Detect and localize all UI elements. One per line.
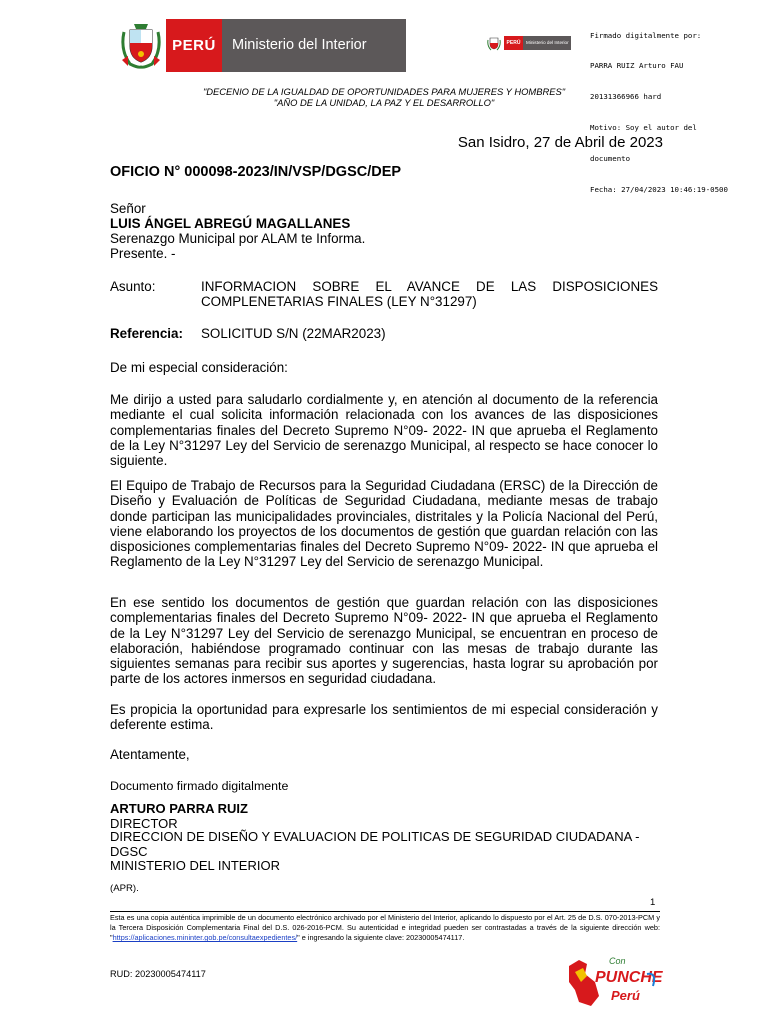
signer-ministry: MINISTERIO DEL INTERIOR — [110, 858, 280, 873]
signer-title: DIRECTOR — [110, 816, 178, 831]
greeting: De mi especial consideración: — [110, 360, 288, 375]
oficio-number: OFICIO N° 000098-2023/IN/VSP/DGSC/DEP — [110, 164, 402, 180]
peru-brand-label: PERÚ — [166, 19, 222, 72]
asunto-label: Asunto: — [110, 279, 156, 294]
rud-code: RUD: 20230005474117 — [110, 969, 206, 979]
recipient-organization: Serenazgo Municipal por ALAM te Informa. — [110, 231, 366, 246]
campaign-logo-word: Con — [609, 956, 626, 966]
footer-legal-after-link: " e ingresando la siguiente clave: 20230005474117. — [297, 933, 465, 943]
signature-line: Motivo: Soy el autor del — [590, 123, 697, 133]
small-ministry-label: Ministerio del Interior — [523, 36, 571, 50]
body-paragraph: Es propicia la oportunidad para expresarle los sentimientos de mi especial consideración y deferente estima. — [110, 702, 658, 733]
page-number: 1 — [650, 897, 656, 908]
campaign-logo-word: PUNCHE — [595, 969, 663, 986]
asunto-text: INFORMACION SOBRE EL AVANCE DE LAS DISPOSICIONES COMPLENETARIAS FINALES (LEY N°31297) — [201, 279, 658, 310]
con-punche-peru-logo — [565, 952, 665, 1010]
presente-line: Presente. - — [110, 246, 176, 261]
closing: Atentamente, — [110, 747, 190, 762]
ministry-brand-label: Ministerio del Interior — [222, 19, 406, 72]
signed-note: Documento firmado digitalmente — [110, 779, 289, 793]
body-paragraph: En ese sentido los documentos de gestión que guardan relación con las disposiciones complementarias finales del Decreto Supremo N°09- 2022- IN que aprueba el Reglamento de la Ley N°31297 Ley del Servicio de serenazgo Municipal, se encuentran en proceso de elaboración, habiéndose programado continuar con las mesas de trabajo durante las siguientes semanas para recibir sus aportes y sugerencias, hasta lograr su aprobación por parte de los actores inmersos en seguridad ciudadana. — [110, 595, 658, 687]
referencia-text: SOLICITUD S/N (22MAR2023) — [201, 326, 386, 341]
signature-line: Firmado digitalmente por: — [590, 30, 702, 40]
signature-line: PARRA RUIZ Arturo FAU — [590, 61, 684, 71]
body-paragraph: El Equipo de Trabajo de Recursos para la Seguridad Ciudadana (ERSC) de la Dirección de Diseño y Evaluación de Políticas de Seguridad Ciudadana, mediante mesas de trabajo donde participan las municipalidades provinciales, distritales y la Policía Nacional del Perú, viene elaborando los proyectos de los documentos de gestión que guardan relación con las disposiciones complementarias finales del Decreto Supremo N°09- 2022- IN que aprueba el Reglamento de la Ley N°31297 Ley del Servicio de serenazgo Municipal. — [110, 478, 658, 570]
decenio-slogan: "DECENIO DE LA IGUALDAD DE OPORTUNIDADES PARA MUJERES Y HOMBRES" — [202, 86, 566, 97]
recipient-name: LUIS ÁNGEL ABREGÚ MAGALLANES — [110, 216, 351, 231]
salutation-title: Señor — [110, 201, 146, 216]
campaign-logo-word: Perú — [611, 988, 640, 1003]
body-paragraph: Me dirijo a usted para saludarlo cordialmente y, en atención al documento de la referencia mediante el cual solicita información relacionada con los avances de las disposiciones complementarias finales del Decreto Supremo N°09- 2022- IN que aprueba el Reglamento de la Ley N°31297 Ley del Servicio de serenazgo Municipal, al respecto se hace conocer lo siguiente. — [110, 392, 658, 469]
footer-legal-before-link: Esta es una copia auténtica imprimible de un documento electrónico archivado por el Ministerio del Interior, aplicando lo dispuesto por el Art. 25 de D.S. 070-2013-PCM y la Tercera Disposición Complementaria Final del D.S. 026-2016-PCM. Su autenticidad e integridad pueden ser contrastadas a través de la siguiente dirección web: " — [110, 913, 660, 943]
small-coat-of-arms-icon — [487, 35, 501, 51]
signature-line: 20131366966 hard — [590, 92, 662, 102]
initials: (APR). — [110, 883, 139, 894]
signer-name: ARTURO PARRA RUIZ — [110, 801, 248, 816]
footer-legal-text — [110, 913, 660, 944]
signature-line: Fecha: 27/04/2023 10:46:19-0500 — [590, 185, 728, 195]
year-slogan: "AÑO DE LA UNIDAD, LA PAZ Y EL DESARROLLO" — [273, 97, 495, 108]
signer-direction: DIRECCION DE DISEÑO Y EVALUACION DE POLITICAS DE SEGURIDAD CIUDADANA - DGSC — [110, 829, 640, 859]
place-date: San Isidro, 27 de Abril de 2023 — [457, 134, 663, 151]
footer-divider — [110, 911, 660, 912]
signature-ministry-logo — [487, 34, 582, 52]
small-peru-label: PERÚ — [504, 36, 523, 50]
peru-coat-of-arms-logo — [118, 20, 164, 70]
signature-line: documento — [590, 154, 631, 164]
consulta-expedientes-link[interactable]: https://aplicaciones.mininter.gob.pe/consultaexpedientes/ — [112, 933, 298, 943]
referencia-label: Referencia: — [110, 326, 183, 341]
